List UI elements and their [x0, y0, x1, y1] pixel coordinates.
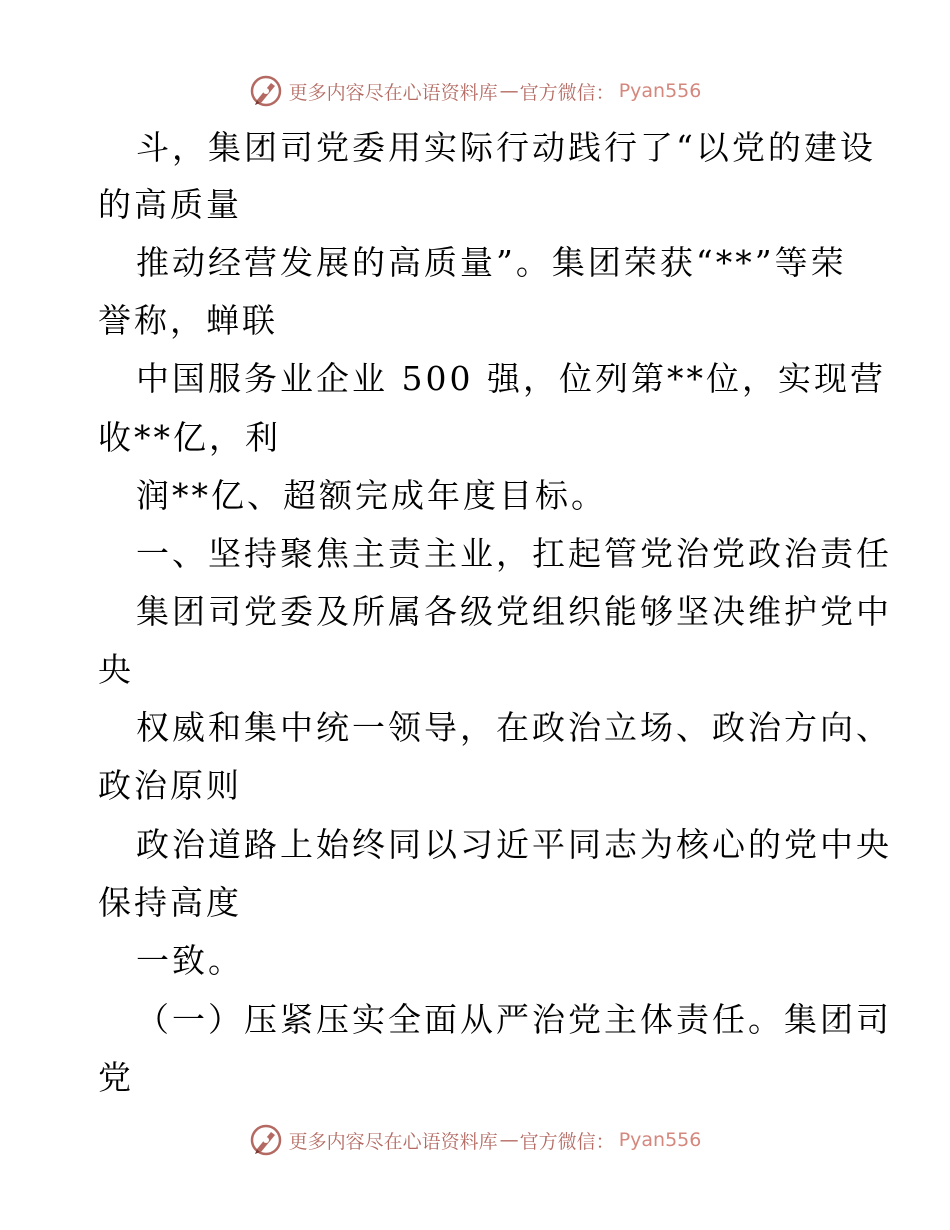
body-line: 推动经营发展的高质量”。集团荣获“**”等荣 [136, 243, 847, 282]
body-line: 斗，集团司党委用实际行动践行了“以党的建设 [136, 128, 876, 167]
watermark-text: 更多内容尽在心语资料库 [288, 1130, 498, 1153]
subsection-heading: （一）压紧压实全面从严治党主体责任。集团司 [136, 1000, 892, 1039]
body-line: 誉称，蝉联 [98, 301, 278, 340]
body-line: 中国服务业企业 500 强，位列第**位，实现营 [136, 359, 886, 398]
watermark-separator: — [499, 80, 518, 102]
watermark-wechat-id: Pyan556 [618, 80, 702, 102]
body-line: 政治原则 [98, 766, 242, 805]
body-line: 权威和集中统一领导，在政治立场、政治方向、 [136, 708, 892, 747]
watermark-wechat-id: Pyan556 [618, 1129, 702, 1151]
body-line: 集团司党委及所属各级党组织能够坚决维护党中 [136, 592, 892, 631]
body-line: 的高质量 [98, 185, 242, 224]
body-line: 一致。 [136, 941, 244, 980]
watermark-wechat-label: 官方微信： [519, 1130, 615, 1153]
body-line: 党 [98, 1058, 134, 1097]
section-heading: 一、坚持聚焦主责主业，扛起管党治党政治责任 [136, 534, 892, 573]
watermark-separator: — [499, 1129, 518, 1151]
watermark-wechat-label: 官方微信： [519, 81, 615, 104]
body-line: 保持高度 [98, 883, 242, 922]
pen-logo-icon [249, 1123, 283, 1157]
body-line: 收**亿，利 [98, 418, 281, 457]
footer-watermark [0, 1120, 950, 1160]
body-line: 央 [98, 650, 134, 689]
body-line: 润**亿、超额完成年度目标。 [136, 476, 607, 515]
watermark-text: 更多内容尽在心语资料库 [288, 81, 498, 104]
body-line: 政治道路上始终同以习近平同志为核心的党中央 [136, 825, 892, 864]
